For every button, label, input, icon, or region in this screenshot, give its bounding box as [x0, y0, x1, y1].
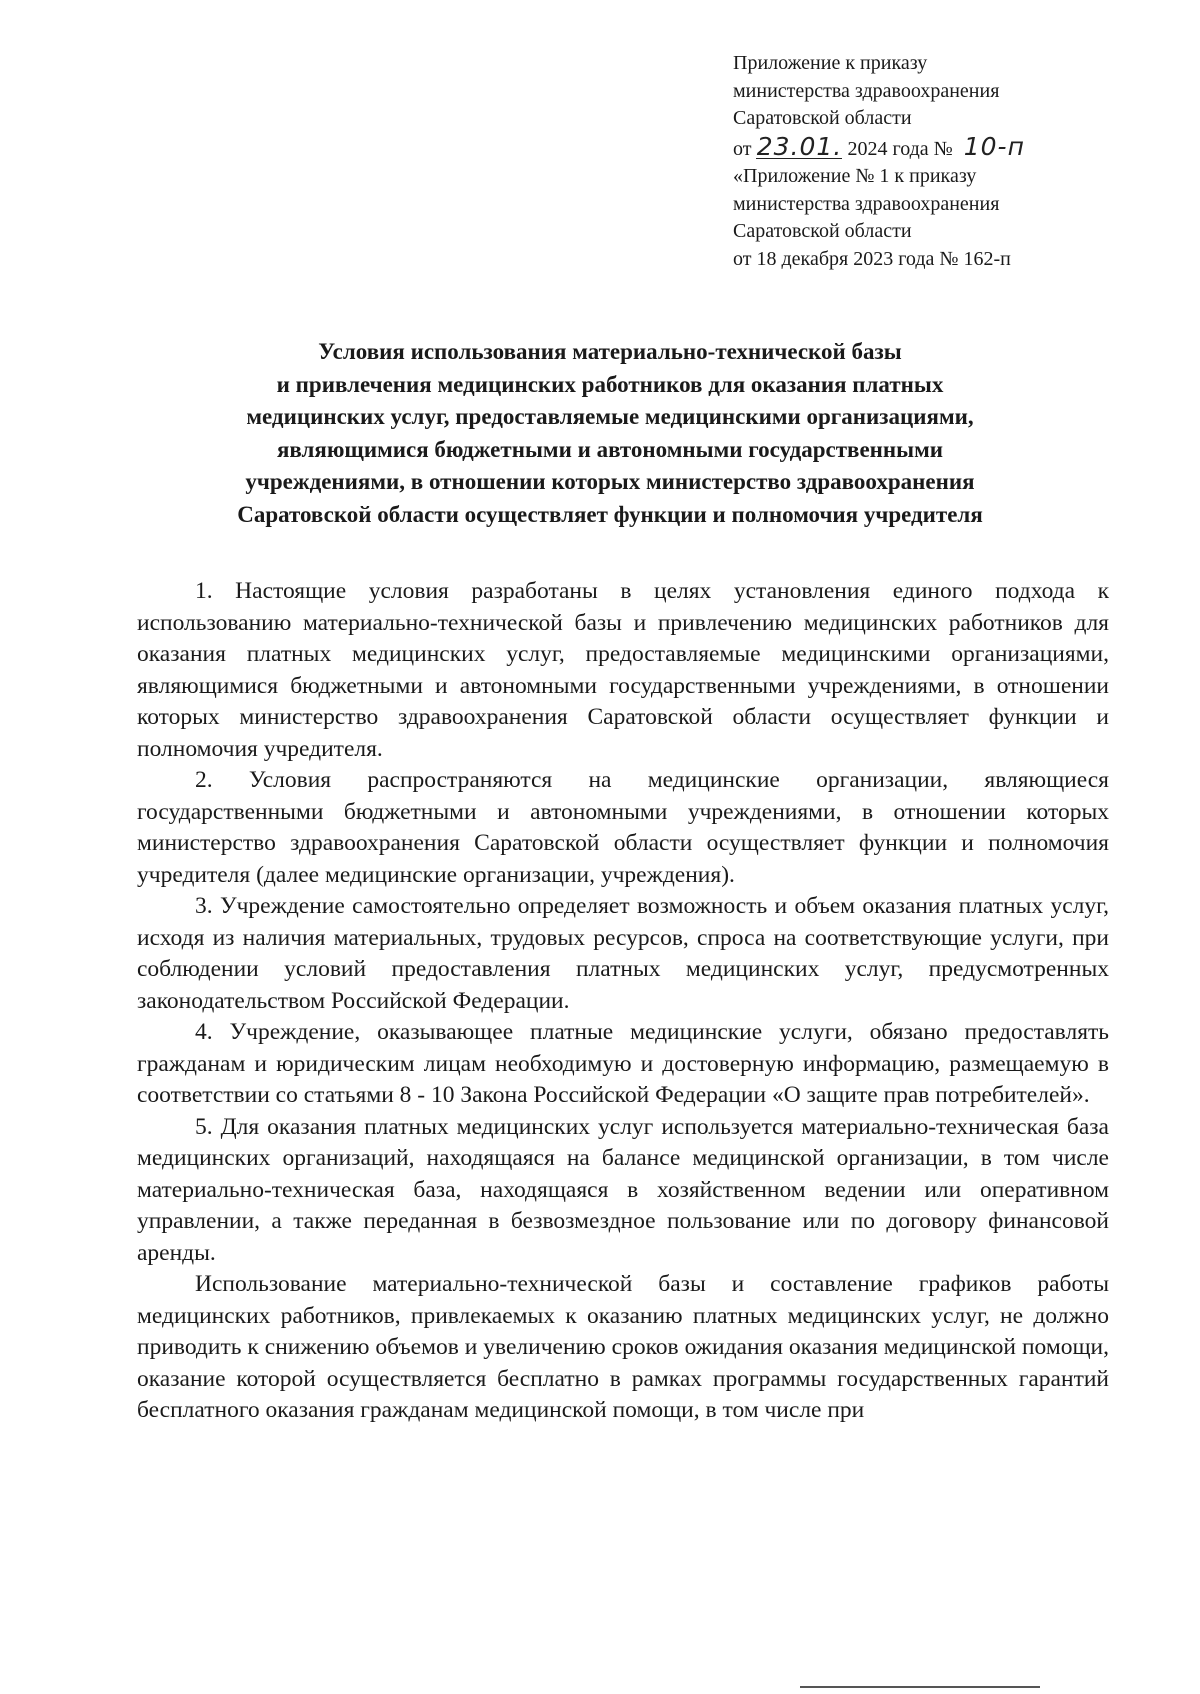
header-order-line — [733, 133, 1153, 164]
paragraph-1: 1. Настоящие условия разработаны в целях установления единого подхода к использованию материально-технической базы и привлечению медицинских работников для оказания платных медицинских услуг, предоставляемые медицинскими организациями, являющимися бюджетными и автономными государственными учреждениями, в отношении которых министерство здравоохранения Саратовской области осуществляет функции и полномочия учредителя. — [137, 578, 1109, 762]
title-line: учреждениями, в отношении которых министерство здравоохранения — [245, 469, 975, 494]
header-line-8: от 18 декабря 2023 года № 162-п — [733, 247, 1011, 270]
document-body — [137, 576, 1109, 1427]
header-line-2: министерства здравоохранения — [733, 79, 1000, 102]
header-line-7: Саратовской области — [733, 220, 912, 242]
header-line-6: министерства здравоохранения — [733, 192, 1000, 215]
year-text: 2024 года № — [847, 137, 953, 160]
document-title — [130, 336, 1090, 531]
appendix-header — [733, 50, 1153, 273]
title-line: Саратовской области осуществляет функции и полномочия учредителя — [237, 501, 983, 527]
paragraph-3: 3. Учреждение самостоятельно определяет возможность и объем оказания платных услуг, исходя из наличия материальных, трудовых ресурсов, спроса на соответствующие услуги, при соблюдении условий предоставления платных медицинских услуг, предусмотренных законодательством Российской Федерации. — [137, 893, 1109, 1014]
header-line-1: Приложение к приказу — [733, 52, 928, 74]
title-line: медицинских услуг, предоставляемые медицинскими организациями, — [246, 404, 974, 429]
paragraph-6: Использование материально-технической базы и составление графиков работы медицинских работников, привлекаемых к оказанию платных медицинских услуг, не должно приводить к снижению объемов и увеличению сроков ожидания оказания медицинской помощи, оказание которой осуществляется бесплатно в рамках программы государственных гарантий бесплатного оказания гражданам медицинской помощи, в том числе при — [137, 1271, 1109, 1423]
title-line: являющимися бюджетными и автономными государственными — [276, 436, 944, 462]
page-bottom-mark — [800, 1686, 1040, 1688]
handwritten-date: 23.01. — [756, 131, 843, 161]
from-label: от — [733, 137, 752, 160]
title-line: Условия использования материально-технической базы — [318, 339, 902, 364]
paragraph-4: 4. Учреждение, оказывающее платные медицинские услуги, обязано предоставлять гражданам и юридическим лицам необходимую и достоверную информацию, размещаемую в соответствии со статьями 8 - 10 Закона Российской Федерации «О защите прав потребителей». — [137, 1019, 1109, 1108]
header-line-3: Саратовской области — [733, 107, 912, 129]
handwritten-order-number: 10-п — [963, 131, 1025, 161]
paragraph-5: 5. Для оказания платных медицинских услуг используется материально-техническая база медицинских организаций, находящаяся на балансе медицинской организации, в том числе материально-техническая база, находящаяся в хозяйственном ведении или оперативном управлении, а также переданная в безвозмездное пользование или по договору финансовой аренды. — [137, 1113, 1109, 1266]
paragraph-2: 2. Условия распространяются на медицинские организации, являющиеся государственными бюджетными и автономными учреждениями, в отношении которых министерство здравоохранения Саратовской области осуществляет функции и полномочия учредителя (далее медицинские организации, учреждения). — [137, 767, 1109, 888]
title-line: и привлечения медицинских работников для оказания платных — [276, 371, 944, 397]
header-line-5: «Приложение № 1 к приказу — [733, 165, 977, 187]
